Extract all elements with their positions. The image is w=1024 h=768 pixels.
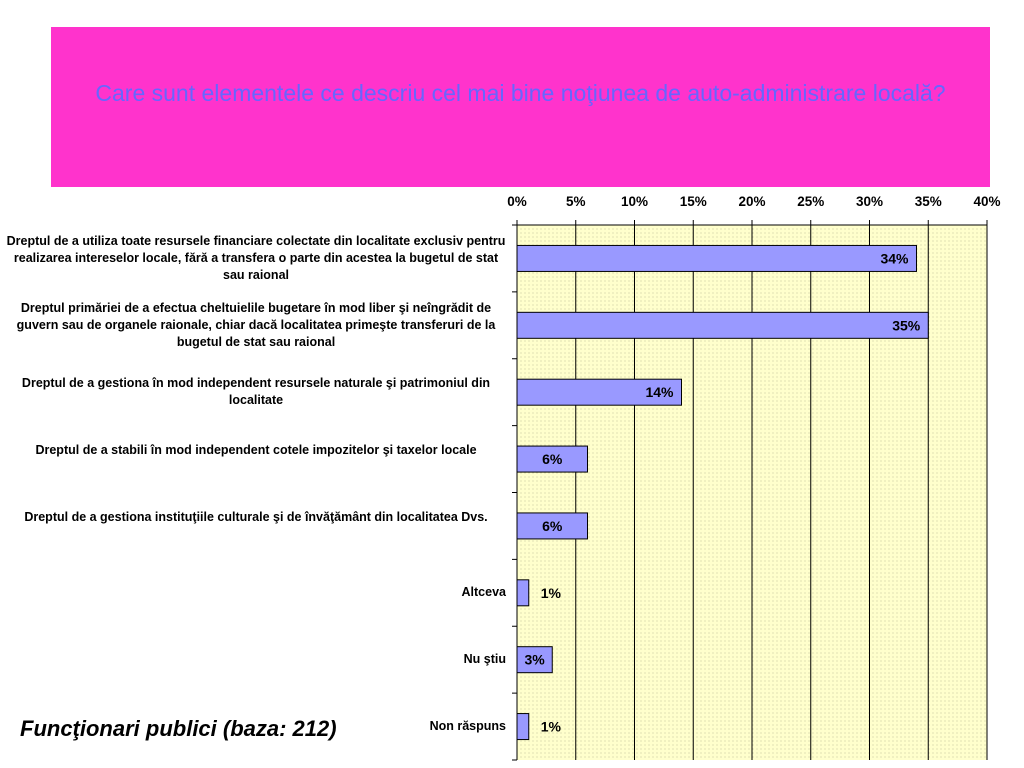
data-label: 34% [880, 250, 909, 267]
x-tick-label: 20% [738, 194, 766, 209]
chart-title: Care sunt elementele ce descriu cel mai bine noţiunea de auto-administrare locală? [95, 80, 946, 106]
x-tick-label: 15% [679, 194, 707, 209]
category-label: Dreptul de a stabili în mod independent cotele impozitelor şi taxelor locale [35, 443, 477, 458]
x-tick-label: 35% [914, 194, 942, 209]
bar [517, 714, 529, 740]
x-tick-label: 10% [620, 194, 649, 209]
data-label: 6% [542, 517, 563, 534]
data-label: 1% [540, 718, 561, 735]
x-tick-label: 25% [797, 194, 825, 209]
category-label: Dreptul de a gestiona instituţiile culturale şi de învăţământ din localitatea Dvs. [24, 509, 488, 524]
footnote: Funcţionari publici (baza: 212) [20, 716, 337, 741]
bar [517, 312, 928, 338]
category-label: Nu ştiu [463, 652, 506, 667]
category-label: Dreptul de a utiliza toate resursele financiare colectate din localitate exclusiv pentru realizarea intereselor locale, fără a transfera o parte din acestea la bugetul de stat sau raional [6, 233, 506, 282]
category-label: Altceva [461, 585, 506, 600]
data-label: 3% [524, 651, 545, 668]
category-label: Dreptul de a gestiona în mod independent resursele naturale şi patrimoniul din localitate [21, 376, 491, 408]
data-label: 35% [892, 317, 921, 334]
x-tick-label: 30% [855, 194, 884, 209]
x-tick-label: 40% [973, 194, 1001, 209]
category-label: Dreptul primăriei de a efectua cheltuielile bugetare în mod liber şi neîngrădit de guvern sau de organele raionale, chiar dacă localitatea primeşte transferuri de la bugetul de stat sau raional [16, 300, 496, 349]
data-label: 14% [645, 384, 674, 401]
x-tick-label: 0% [507, 194, 527, 209]
bar [517, 245, 917, 271]
data-label: 6% [542, 451, 563, 468]
category-label: Non răspuns [429, 719, 506, 734]
x-tick-label: 5% [565, 194, 586, 209]
bar [517, 580, 529, 606]
data-label: 1% [540, 584, 561, 601]
